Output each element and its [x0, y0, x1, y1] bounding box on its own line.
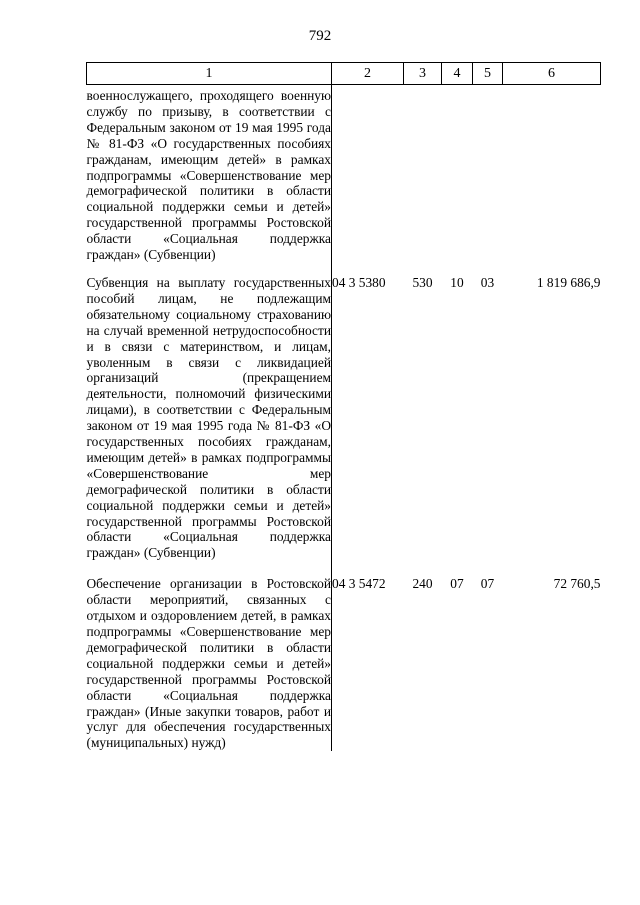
row-description: Обеспечение организации в Ростовской области мероприятий, связанных с отдыхом и оздоровлением детей, в рамках подпрограммы «Совершенствование мер демографической политики в области социальной поддержки семьи и детей» государственной программы Ростовской области «Социальная поддержка граждан» (Иные закупки товаров, работ и услуг для обеспечения государственных (муниципальных) нужд) — [87, 570, 332, 751]
row-expense-type: 240 — [412, 576, 433, 592]
row-section — [442, 85, 473, 269]
row-target-code: 04 3 5472 — [332, 576, 386, 592]
row-expense-type: 530 — [412, 274, 433, 290]
table-header-row — [87, 63, 601, 85]
row-amount: 1 819 686,9 — [536, 274, 601, 290]
header-col-6: 6 — [503, 63, 601, 85]
page-number: 792 — [308, 28, 332, 44]
row-section: 07 — [450, 576, 464, 592]
header-col-4: 4 — [442, 63, 473, 85]
table-row — [87, 269, 601, 570]
row-subsection: 07 — [480, 576, 495, 592]
row-expense-type — [404, 85, 442, 269]
table-row — [87, 85, 601, 269]
budget-table — [86, 62, 601, 751]
header-col-1: 1 — [87, 63, 332, 85]
row-description: военнослужащего, проходящего военную службу по призыву, в соответствии с Федеральным законом от 19 мая 1995 года № 81-ФЗ «О государственных пособиях гражданам, имеющим детей» в рамках подпрограммы «Совершенствование мер демографической политики в области социальной поддержки семьи и детей» государственной программы Ростовской области «Социальная поддержка граждан» (Субвенции) — [87, 85, 332, 269]
row-description: Субвенция на выплату государственных пособий лицам, не подлежащим обязательному социальному страхованию на случай временной нетрудоспособности и в связи с материнством, и лицам, уволенным в связи с ликвидацией организаций (прекращением деятельности, полномочий физическими лицами), в соответствии с Федеральным законом от 19 мая 1995 года № 81-ФЗ «О государственных пособиях гражданам, имеющим детей» в рамках подпрограммы «Совершенствование мер демографической политики в области социальной поддержки семьи и детей» государственной программы Ростовской области «Социальная поддержка граждан» (Субвенции) — [87, 269, 332, 570]
header-col-3: 3 — [404, 63, 442, 85]
row-section: 10 — [450, 274, 464, 290]
row-subsection: 03 — [480, 274, 495, 290]
header-col-5: 5 — [473, 63, 503, 85]
header-col-2: 2 — [332, 63, 404, 85]
row-amount — [503, 85, 601, 269]
row-subsection — [473, 85, 503, 269]
row-target-code: 04 3 5380 — [332, 274, 386, 290]
table-row — [87, 570, 601, 751]
row-amount: 72 760,5 — [553, 576, 601, 592]
row-target-code — [332, 85, 404, 269]
